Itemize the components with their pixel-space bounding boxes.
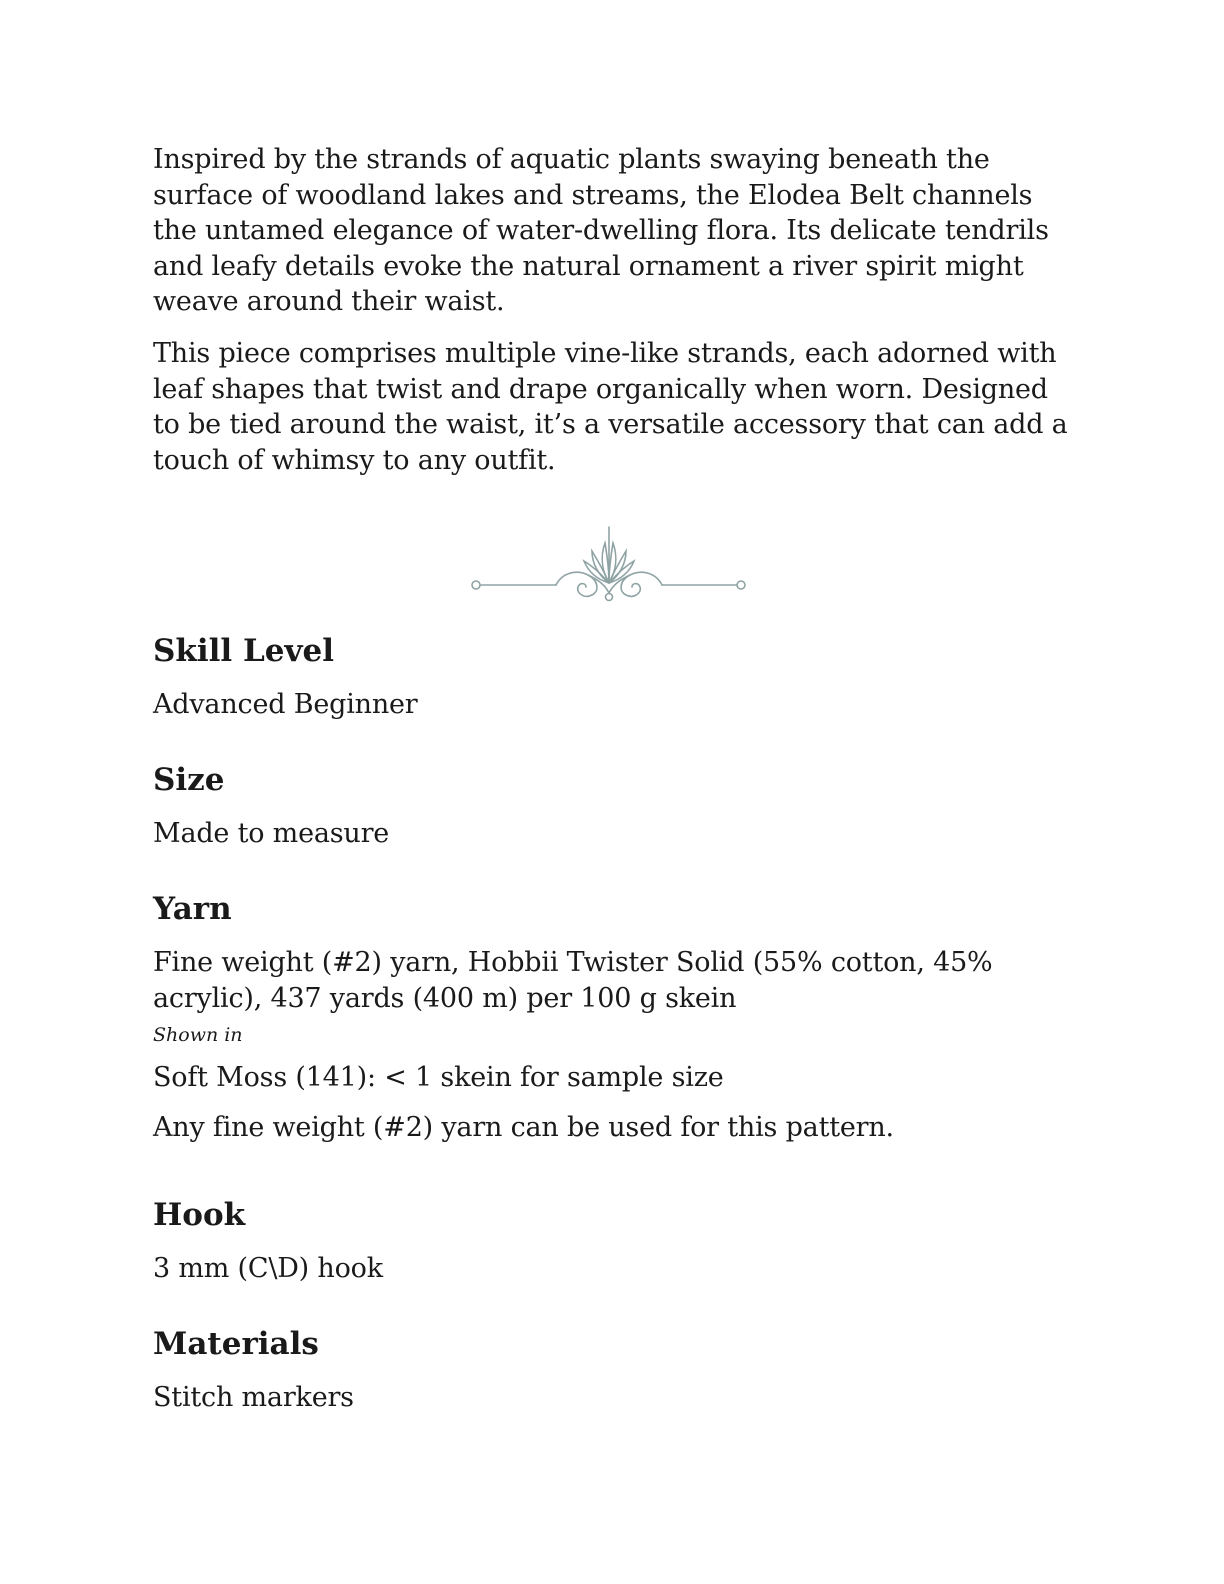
skill-level-value: Advanced Beginner [153,689,418,720]
yarn-color: Soft Moss (141): < 1 skein for sample size [153,1062,724,1094]
ornament-divider [464,503,754,607]
leaf-flourish-divider-icon [464,521,754,607]
yarn-note: Any fine weight (#2) yarn can be used for this pattern. [153,1111,894,1143]
intro [153,142,1068,478]
intro-paragraph-2: This piece comprises multiple vine-like strands, each adorned with leaf shapes that twist and drape organically when worn. Designed to be tied around the waist, it’s a versatile accessory that can add a touch of whimsy to any outfit. [153,337,1068,476]
skill-level-heading: Skill Level [153,633,335,669]
size-section [153,760,389,852]
skill-level-section [153,631,418,723]
size-heading: Size [153,762,225,798]
materials-heading: Materials [153,1326,319,1362]
yarn-heading: Yarn [153,891,232,927]
size-value: Made to measure [153,818,390,849]
materials-value: Stitch markers [153,1382,354,1413]
hook-value: 3 mm (C\D) hook [153,1253,383,1284]
yarn-description: Fine weight (#2) yarn, Hobbii Twister Solid (55% cotton, 45% acrylic), 437 yards (400 m) per 100 g skein [153,947,993,1014]
pattern-page [153,142,1068,1413]
hook-heading: Hook [153,1197,246,1233]
intro-paragraph-1: Inspired by the strands of aquatic plants swaying beneath the surface of woodland lakes and streams, the Elodea Belt channels the untamed elegance of water-dwelling flora. Its delicate tendrils and leafy details evoke the natural ornament a river spirit might weave around their waist. [153,144,1049,318]
materials-section [153,1324,354,1416]
hook-section [153,1195,383,1287]
shown-in-label: Shown in [153,1024,243,1047]
yarn-section [153,889,1068,1145]
